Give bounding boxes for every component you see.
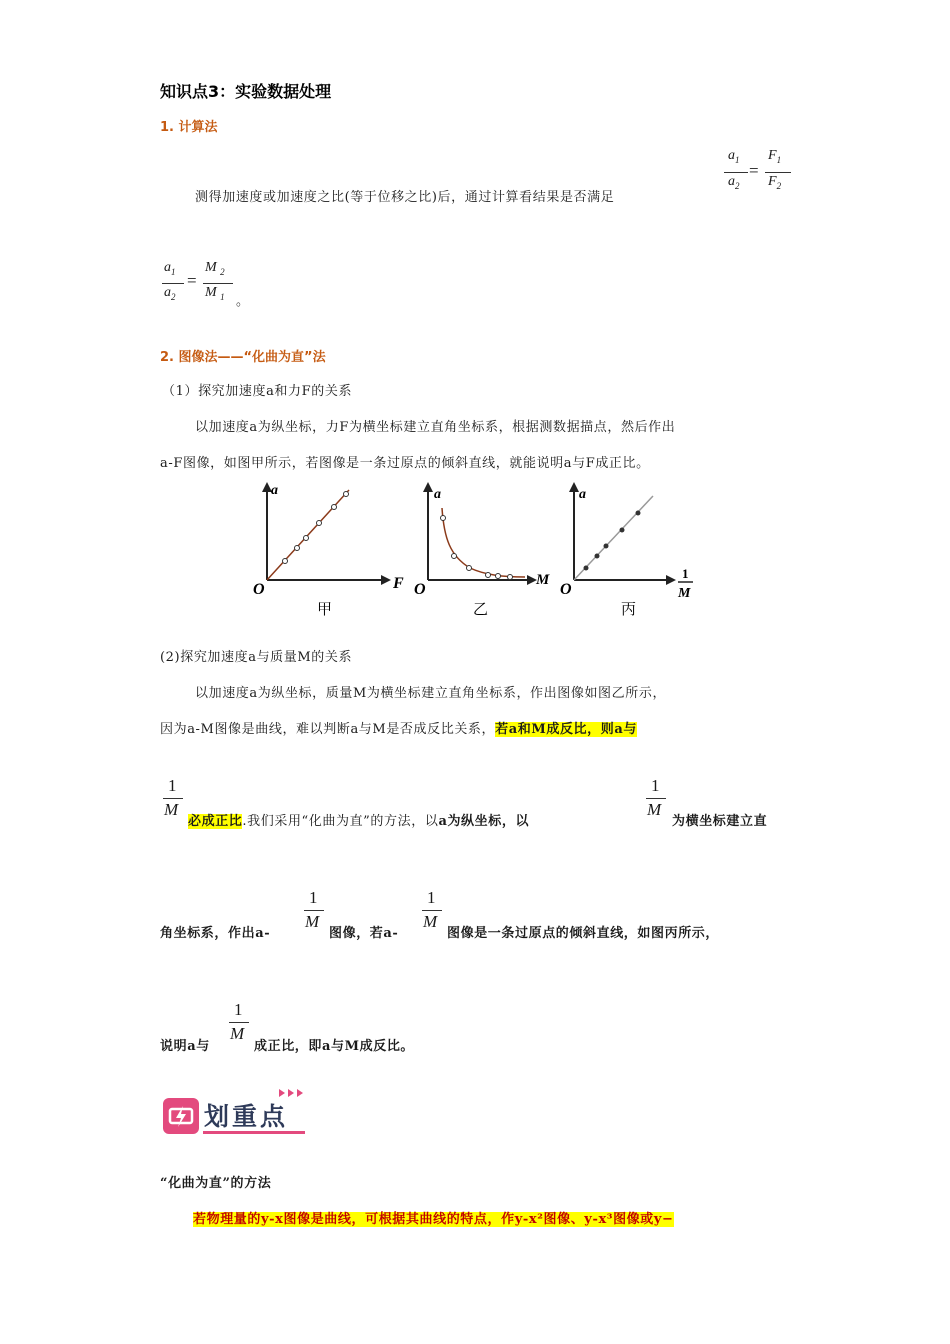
badge-underline	[203, 1131, 305, 1134]
item2-title: (2)探究加速度a与质量M的关系	[160, 650, 353, 665]
item2-line4-a: 角坐标系，作出a-	[160, 926, 271, 941]
highlight-icon	[163, 1098, 199, 1134]
fraction-1-over-M: 1 M	[421, 888, 443, 934]
figure-graphs	[245, 478, 715, 628]
highlight-proportional: 必成正比	[188, 814, 243, 829]
data-point	[283, 559, 288, 564]
arrow-up-icon	[423, 482, 433, 492]
data-point	[441, 516, 446, 521]
page-title: 知识点3：实验数据处理	[160, 82, 332, 101]
svg-text:F: F	[393, 575, 404, 592]
triple-arrow-icon	[279, 1089, 303, 1097]
data-point	[584, 566, 589, 571]
fraction-a1-a2: $a_1$ $a_2$	[722, 146, 752, 198]
data-point	[595, 554, 600, 559]
fraction-1-over-M: 1 M	[228, 1000, 250, 1046]
data-point	[486, 573, 491, 578]
fraction-M2-M1: M $_2$ M $_1$	[201, 258, 235, 310]
data-point	[304, 536, 309, 541]
item1-line2: a-F图像，如图甲所示，若图像是一条过原点的倾斜直线，就能说明a与F成正比。	[160, 456, 650, 471]
item2-line2	[160, 718, 637, 737]
data-point	[452, 554, 457, 559]
equals-sign-2: =	[187, 271, 197, 290]
item2-line3: 必成正比.我们采用“化曲为直”的方法，以a为纵坐标，以	[188, 814, 530, 829]
svg-text:乙: 乙	[473, 600, 489, 618]
item2-line4-b: 图像，若a-	[329, 926, 399, 941]
calc-line1: 测得加速度或加速度之比(等于位移之比)后，通过计算看结果是否满足	[195, 190, 615, 205]
fraction-1-over-M: 1 M	[162, 776, 184, 822]
data-point	[317, 521, 322, 526]
key-point-badge: 划重点	[204, 1102, 289, 1131]
key-line: 若物理量的y-x图像是曲线，可根据其曲线的特点，作y-x²图像、y-x³图像或y−	[193, 1212, 674, 1227]
svg-text:a: a	[579, 487, 586, 502]
item2-line5-b: 成正比，即a与M成反比。	[254, 1039, 415, 1054]
svg-text:O: O	[414, 581, 426, 598]
item2-line3-end: 为横坐标建立直	[672, 814, 768, 829]
data-point	[467, 566, 472, 571]
graph-heading: 2. 图像法——“化曲为直”法	[160, 350, 326, 365]
arrow-right-icon	[666, 575, 676, 585]
calc-period: 。	[236, 294, 250, 309]
item2-line4-c: 图像是一条过原点的倾斜直线，如图丙所示，	[447, 926, 720, 941]
calc-heading: 1. 计算法	[160, 120, 218, 135]
svg-text:丙: 丙	[621, 600, 637, 618]
data-point	[496, 574, 501, 579]
data-point	[508, 575, 513, 580]
svg-text:a: a	[434, 487, 441, 502]
graph-bing	[560, 482, 693, 618]
key-heading: “化曲为直”的方法	[160, 1176, 272, 1191]
svg-text:O: O	[560, 581, 572, 598]
svg-text:a: a	[271, 483, 278, 498]
item1-line1: 以加速度a为纵坐标，力F为横坐标建立直角坐标系，根据测数据描点，然后作出	[195, 420, 676, 435]
svg-text:M: M	[678, 586, 691, 601]
svg-text:1: 1	[682, 566, 689, 581]
fraction-a1-a2-second: $a_1$ $a_2$	[160, 258, 190, 310]
data-point	[620, 528, 625, 533]
item2-line1: 以加速度a为纵坐标，质量M为横坐标建立直角坐标系，作出图像如图乙所示，	[195, 686, 667, 701]
item2-line2-plain: 因为a-M图像是曲线，难以判断a与M是否成反比关系，	[160, 722, 496, 737]
svg-text:O: O	[253, 581, 265, 598]
svg-text:M: M	[536, 572, 550, 588]
arrow-up-icon	[569, 482, 579, 492]
item1-title: （1）探究加速度a和力F的关系	[162, 384, 353, 399]
item2-line5-a: 说明a与	[160, 1039, 210, 1054]
fraction-1-over-M: 1 M	[303, 888, 325, 934]
data-point	[344, 492, 349, 497]
fraction-1-over-M: 1 M	[645, 776, 667, 822]
svg-text:甲: 甲	[317, 600, 333, 618]
graph-jia	[253, 482, 404, 618]
arrow-right-icon	[381, 575, 391, 585]
highlight-inverse: 若a和M成反比，则a与	[495, 722, 637, 737]
graph-yi	[414, 482, 550, 618]
equals-sign: =	[749, 161, 759, 180]
data-point	[332, 505, 337, 510]
fraction-F1-F2: $F_1$ $F_2$	[763, 146, 793, 198]
data-point	[295, 546, 300, 551]
data-point	[604, 544, 609, 549]
data-point	[636, 511, 641, 516]
